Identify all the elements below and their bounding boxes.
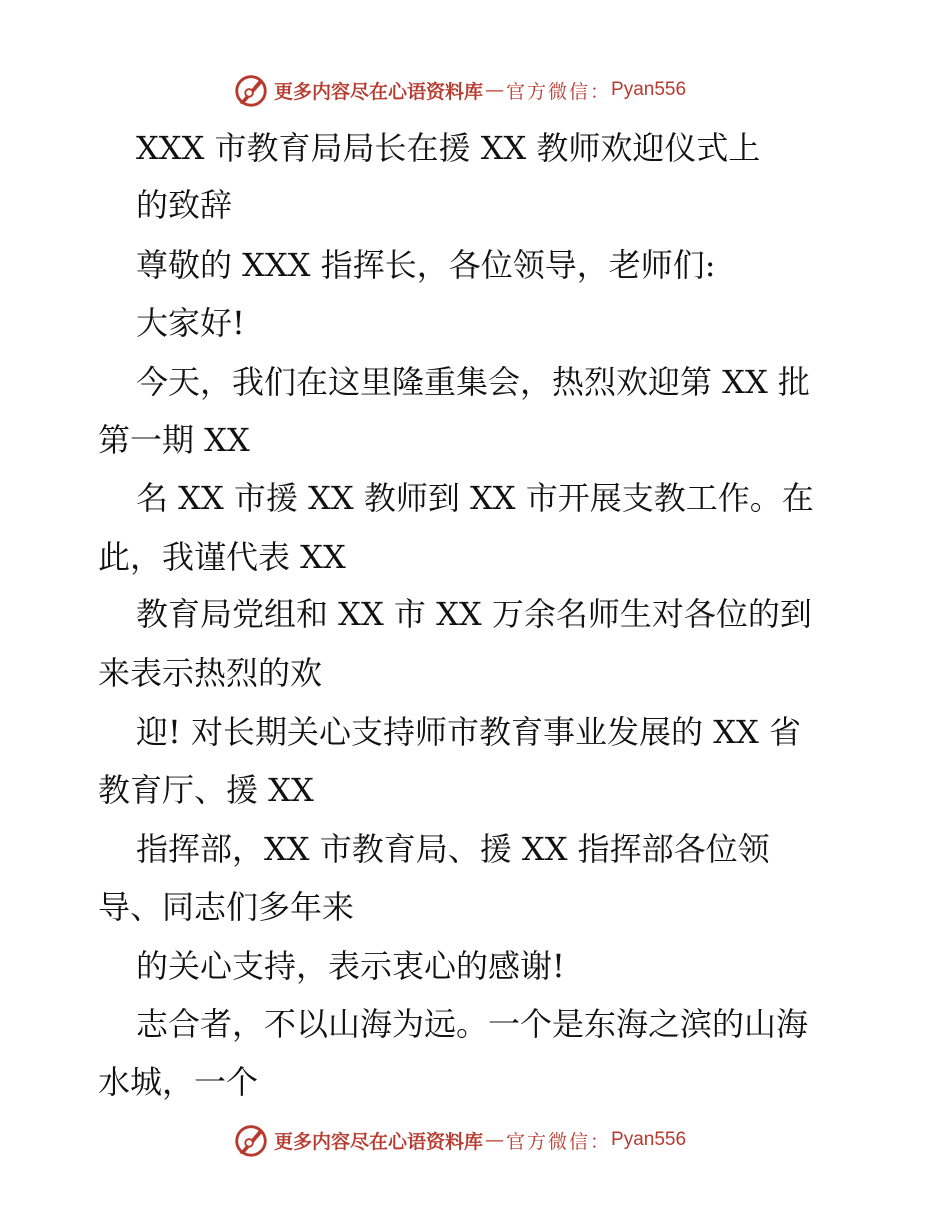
footer-wechat-id: Pyan556 — [611, 1129, 687, 1150]
body-line-11: 迎! 对长期关心支持师市教育事业发展的 XX 省 — [136, 713, 801, 751]
header-wechat-id: Pyan556 — [611, 79, 687, 100]
body-line-3: 尊敬的 XXX 指挥长，各位领导，老师们: — [136, 246, 716, 284]
body-line-9: 教育局党组和 XX 市 XX 万余名师生对各位的到 — [136, 595, 812, 633]
body-line-5: 今天，我们在这里隆重集会，热烈欢迎第 XX 批 — [136, 363, 810, 401]
footer-dash: — — [485, 1129, 505, 1151]
footer-official-label: 官方微信： — [506, 1130, 612, 1153]
body-line-6: 第一期 XX — [98, 421, 250, 459]
body-line-16: 志合者，不以山海为远。一个是东海之滨的山海 — [136, 1005, 809, 1043]
body-line-10: 来表示热烈的欢 — [98, 654, 323, 692]
header-dash: — — [485, 79, 505, 101]
body-line-1: XXX 市教育局局长在援 XX 教师欢迎仪式上 — [136, 129, 761, 167]
body-line-2: 的致辞 — [136, 186, 233, 224]
body-line-12: 教育厅、援 XX — [98, 771, 314, 809]
header-brand-text: 更多内容尽在心语资料库 — [274, 80, 484, 103]
body-line-13: 指挥部，XX 市教育局、援 XX 指挥部各位领 — [136, 830, 770, 868]
body-line-17: 水城，一个 — [98, 1063, 259, 1101]
header-official-label: 官方微信： — [506, 80, 612, 103]
quill-pen-logo-icon — [232, 1121, 270, 1159]
body-line-14: 导、同志们多年来 — [98, 888, 355, 926]
footer-brand-text: 更多内容尽在心语资料库 — [274, 1130, 484, 1153]
body-line-15: 的关心支持，表示衷心的感谢! — [136, 947, 565, 985]
page-footer — [232, 1120, 686, 1160]
body-line-7: 名 XX 市援 XX 教师到 XX 市开展支教工作。在 — [136, 479, 814, 517]
body-line-8: 此，我谨代表 XX — [98, 538, 346, 576]
body-line-4: 大家好! — [136, 304, 245, 342]
